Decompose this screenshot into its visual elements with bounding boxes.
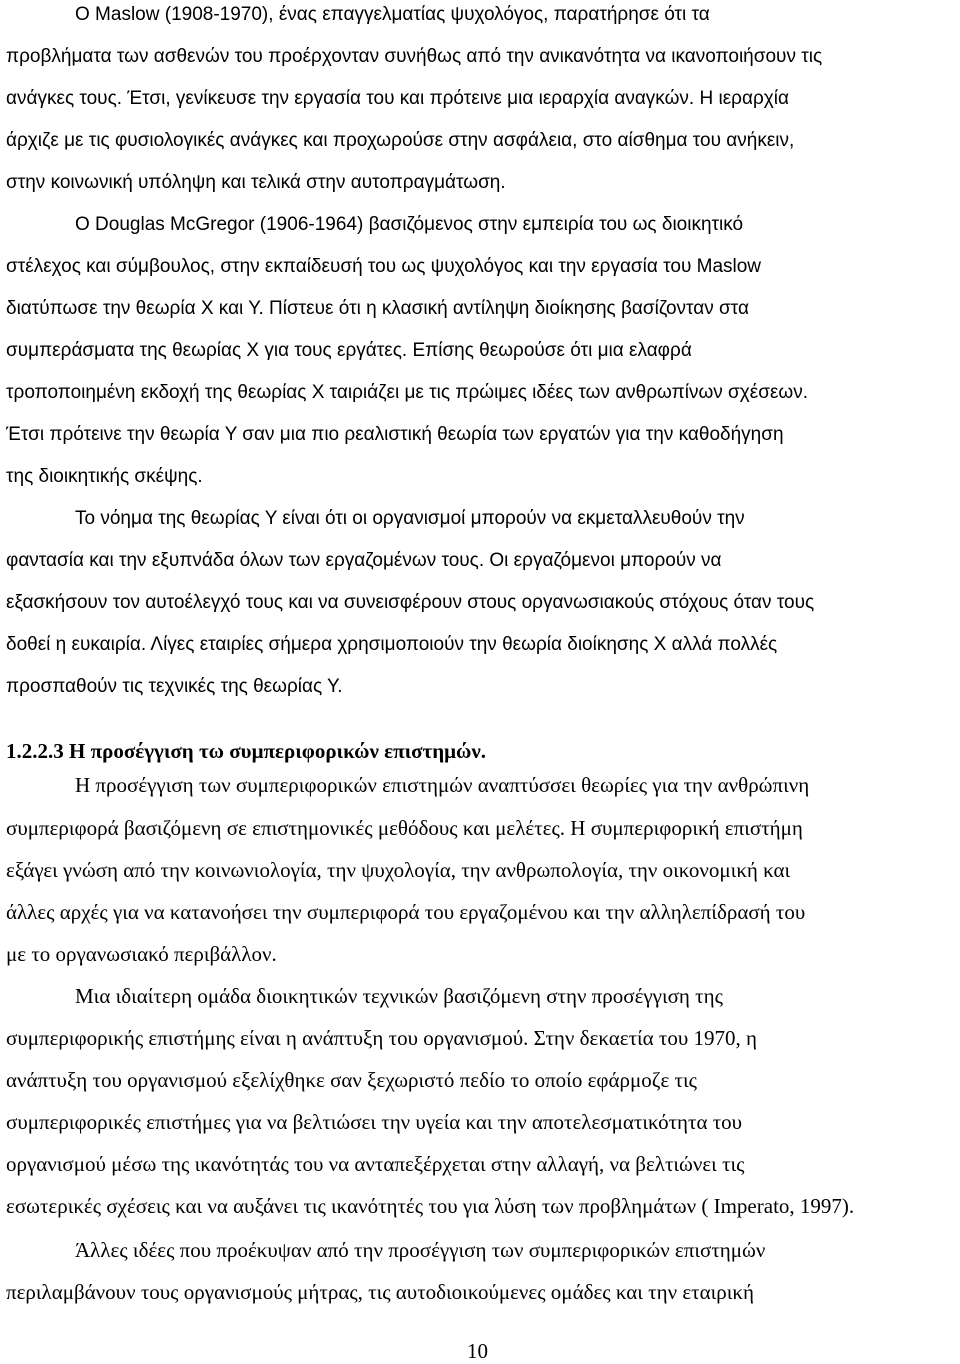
paragraph-behavioral-line-2: συμπεριφορά βασιζόμενη σε επιστημονικές μεθόδους και μελέτες. Η συμπεριφορική επιστήμη bbox=[6, 816, 803, 840]
paragraph-mcgregor-line-4: συμπεράσματα της θεωρίας Χ για τους εργάτες. Επίσης θεωρούσε ότι μια ελαφρά bbox=[6, 340, 692, 361]
paragraph-mcgregor-line-6: Έτσι πρότεινε την θεωρία Υ σαν μια πιο ρεαλιστική θεωρία των εργατών για την καθοδήγηση bbox=[6, 424, 784, 445]
paragraph-behavioral-line-4: άλλες αρχές για να κατανοήσει την συμπεριφορά του εργαζομένου και την αλληλεπίδρασή του bbox=[6, 900, 806, 924]
paragraph-mcgregor-line-7: της διοικητικής σκέψης. bbox=[6, 466, 203, 487]
paragraph-od-line-5: οργανισμού μέσω της ικανότητάς του να ανταπεξέρχεται στην αλλαγή, να βελτιώνει τις bbox=[6, 1152, 745, 1176]
paragraph-mcgregor-line-1: Ο Douglas McGregor (1906-1964) βασιζόμενος στην εμπειρία του ως διοικητικό bbox=[75, 214, 744, 235]
paragraph-od-line-3: ανάπτυξη του οργανισμού εξελίχθηκε σαν ξεχωριστό πεδίο το οποίο εφάρμοζε τις bbox=[6, 1068, 697, 1092]
paragraph-other-ideas-line-1: Άλλες ιδέες που προέκυψαν από την προσέγγιση των συμπεριφορικών επιστημών bbox=[75, 1238, 766, 1262]
paragraph-theory-y-line-4: δοθεί η ευκαιρία. Λίγες εταιρίες σήμερα χρησιμοποιούν την θεωρία διοίκησης Χ αλλά πολλές bbox=[6, 634, 778, 655]
paragraph-mcgregor-line-3: διατύπωσε την θεωρία Χ και Υ. Πίστευε ότι η κλασική αντίληψη διοίκησης βασίζονταν στα bbox=[6, 298, 749, 319]
paragraph-od-line-2: συμπεριφορικής επιστήμης είναι η ανάπτυξη του οργανισμού. Στην δεκαετία του 1970, η bbox=[6, 1026, 757, 1050]
paragraph-theory-y-line-5: προσπαθούν τις τεχνικές της θεωρίας Υ. bbox=[6, 676, 343, 697]
paragraph-behavioral-line-1: Η προσέγγιση των συμπεριφορικών επιστημών αναπτύσσει θεωρίες για την ανθρώπινη bbox=[75, 773, 810, 797]
paragraph-maslow-line-5: στην κοινωνική υπόληψη και τελικά στην αυτοπραγμάτωση. bbox=[6, 172, 506, 193]
paragraph-theory-y-line-3: εξασκήσουν τον αυτοέλεγχό τους και να συνεισφέρουν στους οργανωσιακούς στόχους όταν τους bbox=[6, 592, 815, 613]
paragraph-behavioral-line-5: με το οργανωσιακό περιβάλλον. bbox=[6, 942, 277, 966]
paragraph-mcgregor-line-5: τροποποιημένη εκδοχή της θεωρίας Χ ταιριάζει με τις πρώιμες ιδέες των ανθρωπίνων σχέσεων. bbox=[6, 382, 809, 403]
paragraph-od-line-4: συμπεριφορικές επιστήμες για να βελτιώσει την υγεία και την αποτελεσματικότητα του bbox=[6, 1110, 743, 1134]
paragraph-behavioral-line-3: εξάγει γνώση από την κοινωνιολογία, την ψυχολογία, την ανθρωπολογία, την οικονομική και bbox=[6, 858, 791, 882]
paragraph-maslow-line-3: ανάγκες τους. Έτσι, γενίκευσε την εργασία του και πρότεινε μια ιεραρχία αναγκών. Η ιεραρχία bbox=[6, 88, 789, 109]
paragraph-maslow-line-1: Ο Maslow (1908-1970), ένας επαγγελματίας ψυχολόγος, παρατήρησε ότι τα bbox=[75, 4, 710, 25]
paragraph-theory-y-line-1: Το νόημα της θεωρίας Υ είναι ότι οι οργανισμοί μπορούν να εκμεταλλευθούν την bbox=[75, 508, 745, 529]
page-number: 10 bbox=[467, 1339, 488, 1363]
paragraph-od-line-6: εσωτερικές σχέσεις και να αυξάνει τις ικανότητές του για λύση των προβλημάτων ( Imperato, 1997). bbox=[6, 1194, 855, 1218]
paragraph-mcgregor-line-2: στέλεχος και σύμβουλος, στην εκπαίδευσή του ως ψυχολόγος και την εργασία του Maslow bbox=[6, 256, 762, 277]
paragraph-od-line-1: Μια ιδιαίτερη ομάδα διοικητικών τεχνικών βασιζόμενη στην προσέγγιση της bbox=[75, 984, 723, 1008]
section-heading: 1.2.2.3 Η προσέγγιση τω συμπεριφορικών επιστημών. bbox=[6, 739, 487, 763]
paragraph-maslow-line-4: άρχιζε με τις φυσιολογικές ανάγκες και προχωρούσε στην ασφάλεια, στο αίσθημα του ανήκειν, bbox=[6, 130, 795, 151]
paragraph-other-ideas-line-2: περιλαμβάνουν τους οργανισμούς μήτρας, τις αυτοδιοικούμενες ομάδες και την εταιρική bbox=[6, 1280, 754, 1304]
paragraph-theory-y-line-2: φαντασία και την εξυπνάδα όλων των εργαζομένων τους. Οι εργαζόμενοι μπορούν να bbox=[6, 550, 722, 571]
paragraph-maslow-line-2: προβλήματα των ασθενών του προέρχονταν συνήθως από την ανικανότητα να ικανοποιήσουν τις bbox=[6, 46, 823, 67]
